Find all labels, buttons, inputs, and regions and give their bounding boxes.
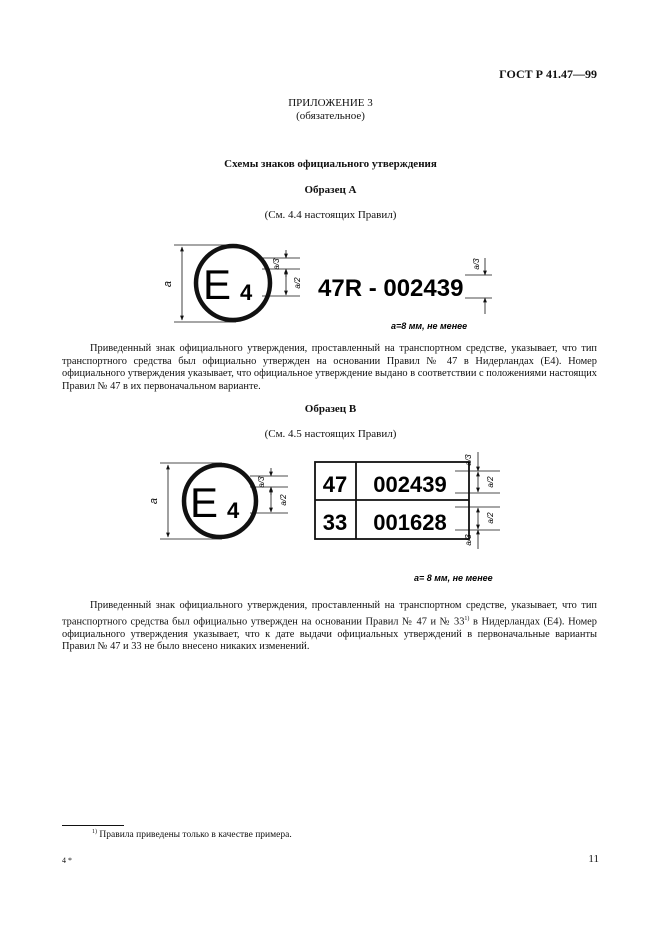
- size-note: a=8 мм, не менее: [391, 321, 468, 331]
- mark-letter-e: E: [189, 479, 218, 526]
- dim-a3-label: a/3: [257, 476, 266, 488]
- page-signature-mark: 4 *: [62, 856, 72, 865]
- approval-number: 001628: [373, 510, 447, 535]
- sample-a-title: Образец А: [304, 184, 357, 196]
- dim-a-label: a: [148, 497, 160, 505]
- approval-number: 47R - 002439: [318, 275, 464, 302]
- regulation-number: 47: [322, 472, 348, 497]
- mark-letter-e: E: [202, 261, 231, 308]
- dim-right-label: a/3: [472, 258, 481, 270]
- regulation-number: 33: [322, 510, 348, 535]
- country-number: 4: [240, 280, 253, 305]
- document-standard-number: ГОСТ Р 41.47—99: [499, 67, 597, 81]
- sample-b-paragraph: Приведенный знак официального утверждения, проставленный на транспортном средстве, указывает, что тип транспортного средства был официально утвержден на основании Правил № 47 и № 33$^{1)}$ в Нидерландах (E4). Номер официального утверждения указывает, что к дате выдачи официальных утверждений в первоначальные варианты Правил № 47 и 33 не было внесено никаких изменений.: [62, 600, 597, 653]
- footnote: $^{1)}$ Правила приведены только в качестве примера.: [92, 829, 292, 841]
- sample-b-title: Образец В: [304, 403, 357, 415]
- page-number: 11: [588, 853, 599, 865]
- dim-a-label: a: [162, 280, 174, 288]
- appendix-subtitle: (обязательное): [296, 110, 365, 122]
- sample-a-reference: (См. 4.4 настоящих Правил): [264, 209, 397, 221]
- dim-label: a/3: [464, 534, 473, 546]
- dim-label: a/3: [464, 454, 473, 466]
- footnote-divider: [62, 825, 124, 826]
- sample-a-paragraph: Приведенный знак официального утверждения, проставленный на транспортном средстве, указывает, что тип транспортного средства был официально утвержден на основании Правил № 47 в Нидерландах (E4). Номер официального утверждения указывает, что официальное утверждение выдано в соответствии с положениями настоящих Правил № 47 в их первоначальном варианте.: [62, 343, 597, 392]
- sample-b-reference: (См. 4.5 настоящих Правил): [264, 428, 397, 440]
- section-title: Схемы знаков официального утверждения: [224, 158, 437, 170]
- dim-label: a/2: [486, 476, 495, 488]
- dim-a3-label: a/3: [272, 258, 281, 270]
- approval-number: 002439: [373, 472, 447, 497]
- dim-a2-label: a/2: [279, 494, 288, 506]
- dim-a2-label: a/2: [293, 277, 302, 289]
- size-note: a= 8 мм, не менее: [414, 573, 493, 583]
- appendix-title: ПРИЛОЖЕНИЕ 3: [288, 97, 373, 109]
- country-number: 4: [227, 498, 240, 523]
- dim-label: a/2: [486, 512, 495, 524]
